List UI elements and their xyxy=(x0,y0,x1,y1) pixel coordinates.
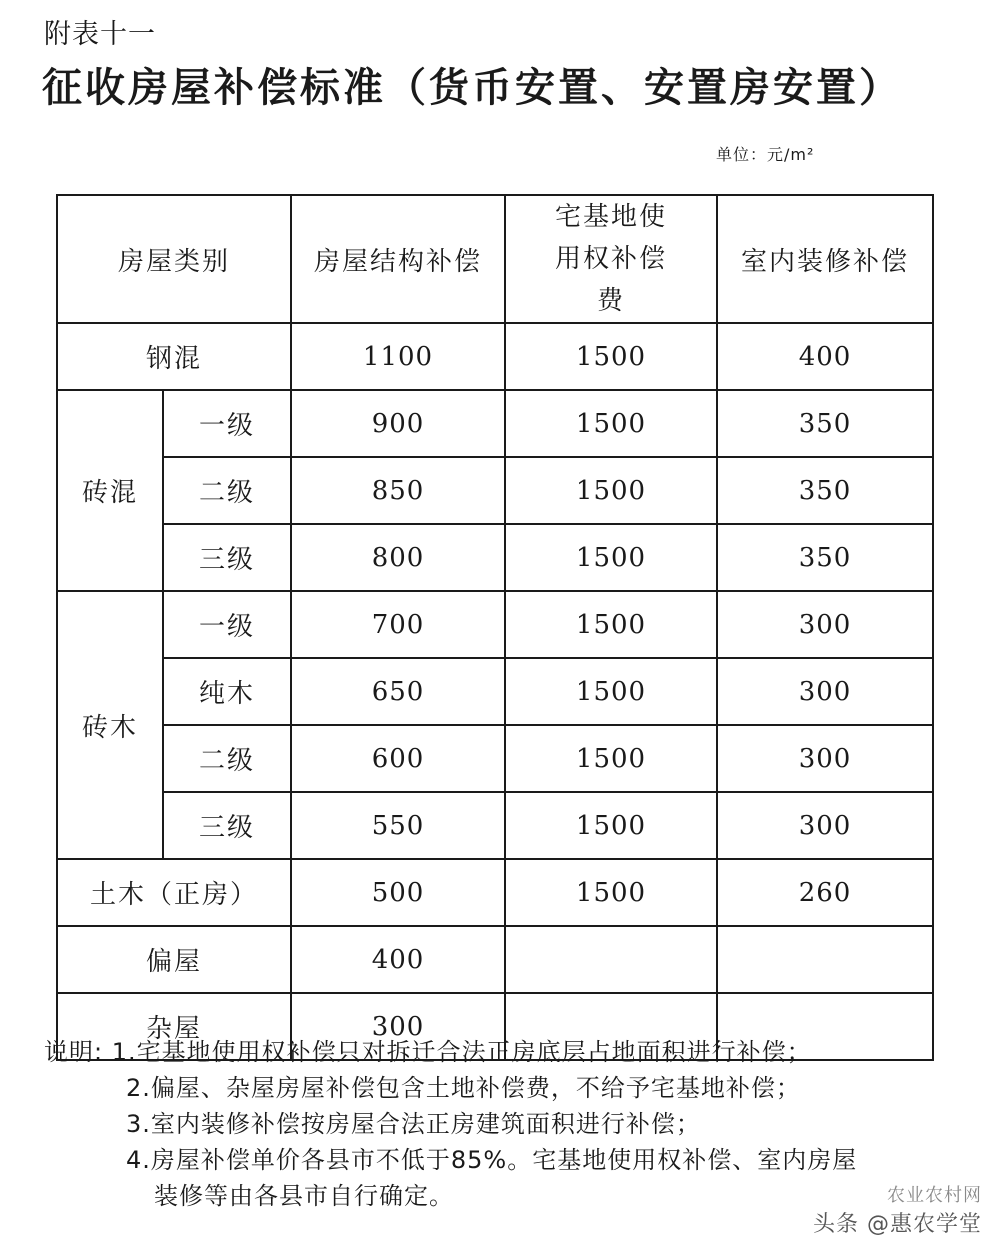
cell-decoration: 400 xyxy=(717,323,933,390)
cell-decoration: 260 xyxy=(717,859,933,926)
cell-homestead: 1500 xyxy=(505,524,717,591)
header-category: 房屋类别 xyxy=(57,195,291,323)
header-decoration: 室内装修补偿 xyxy=(717,195,933,323)
table-row xyxy=(57,792,933,859)
cell-homestead: 1500 xyxy=(505,591,717,658)
page-title: 征收房屋补偿标准（货币安置、安置房安置） xyxy=(42,65,902,111)
cell-structure: 800 xyxy=(291,524,505,591)
cell-structure: 1100 xyxy=(291,323,505,390)
group-label-brick-wood: 砖木 xyxy=(57,591,163,859)
table-row xyxy=(57,524,933,591)
cell-structure: 700 xyxy=(291,591,505,658)
header-homestead: 宅基地使用权补偿费 xyxy=(505,195,717,323)
table-row xyxy=(57,725,933,792)
cell-homestead: 1500 xyxy=(505,792,717,859)
row-label: 三级 xyxy=(163,792,291,859)
row-label: 一级 xyxy=(163,390,291,457)
watermark-line: 头条 @惠农学堂 xyxy=(813,1212,982,1237)
cell-homestead: 1500 xyxy=(505,323,717,390)
cell-structure: 300 xyxy=(291,993,505,1060)
row-label: 二级 xyxy=(163,457,291,524)
watermark-mark: 农业农村网 xyxy=(887,1185,982,1206)
cell-homestead: 1500 xyxy=(505,658,717,725)
watermark xyxy=(813,1181,982,1238)
table-row xyxy=(57,591,933,658)
row-label: 土木（正房） xyxy=(57,859,291,926)
cell-structure: 900 xyxy=(291,390,505,457)
table-row xyxy=(57,323,933,390)
table-row xyxy=(57,658,933,725)
notes-section xyxy=(44,1034,857,1214)
table-row xyxy=(57,859,933,926)
table-header-row xyxy=(57,195,933,323)
cell-homestead: 1500 xyxy=(505,725,717,792)
row-label: 偏屋 xyxy=(57,926,291,993)
group-label-brick-concrete: 砖混 xyxy=(57,390,163,591)
note-line xyxy=(44,1034,857,1070)
row-label: 杂屋 xyxy=(57,993,291,1060)
cell-homestead: 1500 xyxy=(505,859,717,926)
table-row xyxy=(57,390,933,457)
header-structure: 房屋结构补偿 xyxy=(291,195,505,323)
row-label: 钢混 xyxy=(57,323,291,390)
note-item: 3.室内装修补偿按房屋合法正房建筑面积进行补偿； xyxy=(126,1110,701,1138)
cell-decoration: 350 xyxy=(717,457,933,524)
note-item: 2.偏屋、杂屋房屋补偿包含土地补偿费，不给予宅基地补偿； xyxy=(126,1074,801,1102)
notes-prefix: 说明: xyxy=(44,1038,104,1066)
cell-decoration: 300 xyxy=(717,658,933,725)
row-label: 一级 xyxy=(163,591,291,658)
unit-label: 单位：元/m² xyxy=(716,145,815,164)
cell-homestead: 1500 xyxy=(505,390,717,457)
cell-homestead xyxy=(505,926,717,993)
cell-structure: 500 xyxy=(291,859,505,926)
compensation-table xyxy=(56,194,934,1061)
cell-structure: 400 xyxy=(291,926,505,993)
note-item: 1.宅基地使用权补偿只对拆迁合法正房底层占地面积进行补偿； xyxy=(111,1038,812,1066)
cell-decoration: 350 xyxy=(717,390,933,457)
annex-label: 附表十一 xyxy=(44,19,156,50)
cell-structure: 550 xyxy=(291,792,505,859)
note-item: 4.房屋补偿单价各县市不低于85%。宅基地使用权补偿、室内房屋 xyxy=(126,1146,858,1174)
cell-decoration: 350 xyxy=(717,524,933,591)
row-label: 二级 xyxy=(163,725,291,792)
row-label: 纯木 xyxy=(163,658,291,725)
note-item: 装修等由各县市自行确定。 xyxy=(154,1182,454,1210)
cell-decoration xyxy=(717,926,933,993)
cell-structure: 600 xyxy=(291,725,505,792)
cell-structure: 650 xyxy=(291,658,505,725)
table-row xyxy=(57,457,933,524)
cell-decoration: 300 xyxy=(717,725,933,792)
table-row xyxy=(57,926,933,993)
cell-decoration: 300 xyxy=(717,792,933,859)
row-label: 三级 xyxy=(163,524,291,591)
cell-structure: 850 xyxy=(291,457,505,524)
cell-homestead: 1500 xyxy=(505,457,717,524)
cell-decoration: 300 xyxy=(717,591,933,658)
